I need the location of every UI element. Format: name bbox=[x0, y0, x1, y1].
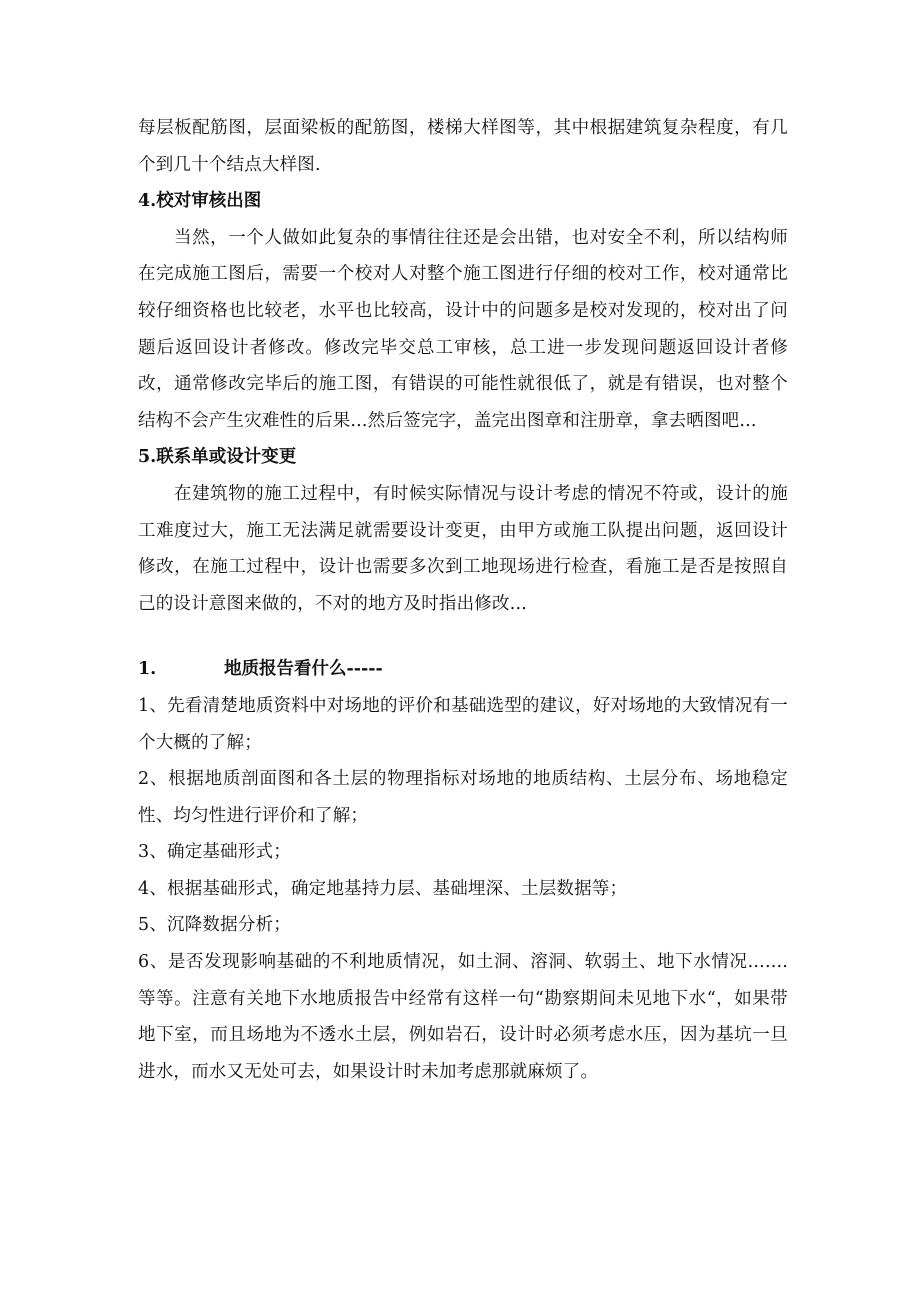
section-heading-5: 5.联系单或设计变更 bbox=[138, 447, 297, 468]
list-item: 6、是否发现影响基础的不利地质情况，如土洞、溶洞、软弱土、地下水情况.......等等。注意有关地下水地质报告中经常有这样一句“勘察期间未见地下水“，如果带地下室，而且场地为不透水土层，例如岩石，设计时必须考虑水压，因为基坑一旦进水，而水又无处可去，如果设计时未加考虑那就麻烦了。 bbox=[138, 952, 788, 1082]
geology-report-heading bbox=[138, 651, 788, 688]
list-item: 2、根据地质剖面图和各土层的物理指标对场地的地质结构、土层分布、场地稳定性、均匀性进行评价和了解； bbox=[138, 769, 788, 826]
section-spacer bbox=[138, 622, 788, 651]
list-item: 3、确定基础形式； bbox=[138, 842, 291, 863]
list-item: 4、根据基础形式，确定地基持力层、基础埋深、土层数据等； bbox=[138, 878, 628, 899]
section-5-paragraph: 在建筑物的施工过程中，有时候实际情况与设计考虑的情况不符或，设计的施工难度过大，施工无法满足就需要设计变更，由甲方或施工队提出问题，返回设计修改，在施工过程中，设计也需要多次到工地现场进行检查，看施工是否是按照自己的设计意图来做的，不对的地方及时指出修改... bbox=[138, 483, 788, 614]
geology-report-heading-number: 1. bbox=[138, 659, 157, 680]
section-4-paragraph: 当然，一个人做如此复杂的事情往往还是会出错，也对安全不利，所以结构师在完成施工图后，需要一个校对人对整个施工图进行仔细的校对工作，校对通常比较仔细资格也比较老，水平也比较高，设计中的问题多是校对发现的，校对出了问题后返回设计者修改。修改完毕交总工审核，总工进一步发现问题返回设计者修改，通常修改完毕后的施工图，有错误的可能性就很低了，就是有错误，也对整个结构不会产生灾难性的后果...然后签完字，盖完出图章和注册章，拿去晒图吧... bbox=[138, 227, 788, 431]
intro-paragraph: 每层板配筋图，层面梁板的配筋图，楼梯大样图等，其中根据建筑复杂程度，有几个到几十个结点大样图. bbox=[138, 118, 788, 175]
list-item: 1、先看清楚地质资料中对场地的评价和基础选型的建议，好对场地的大致情况有一个大概的了解； bbox=[138, 695, 788, 753]
geology-report-heading-title: 地质报告看什么----- bbox=[224, 659, 383, 680]
document-body bbox=[138, 110, 788, 1090]
list-item: 5、沉降数据分析； bbox=[138, 915, 291, 936]
section-heading-4: 4.校对审核出图 bbox=[138, 191, 262, 212]
